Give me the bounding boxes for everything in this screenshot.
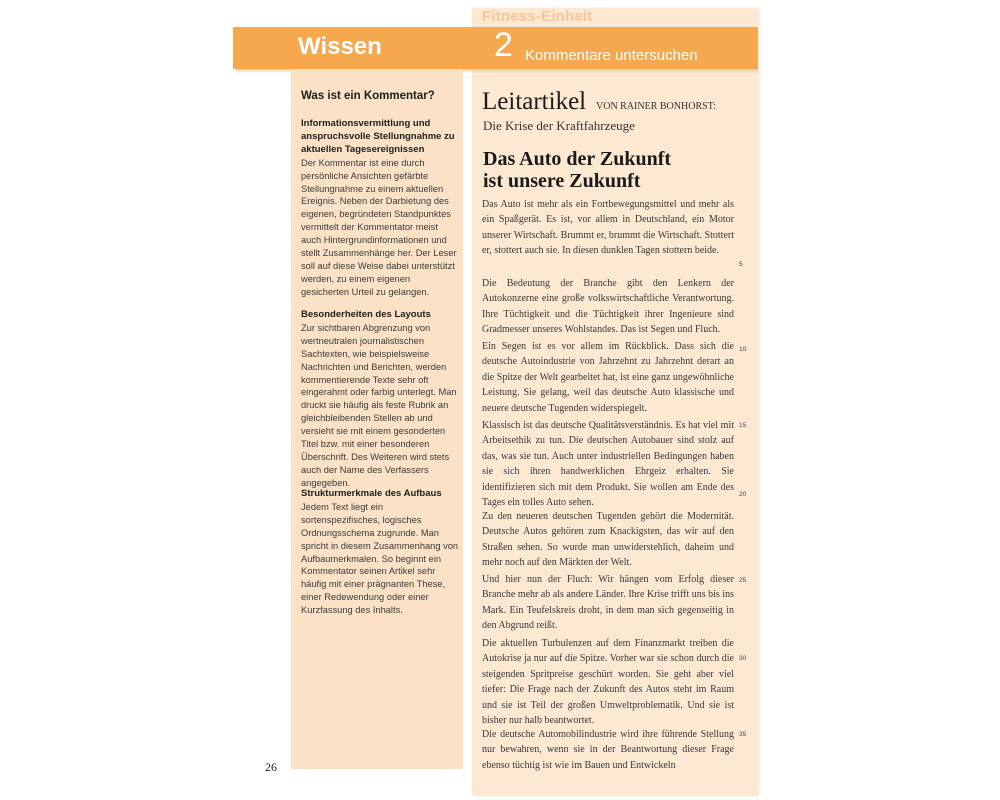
line-number: 10: [739, 346, 747, 353]
info-section-2: [301, 309, 459, 490]
article-paragraph: Zu den neueren deutschen Tugenden gehört die Modernität. Deutsche Autos gehören zum Knackigsten, das wir auf den Straßen sehen. So wurde man unwiderstehlich, daheim und mehr noch auf den Märkten der Welt.: [482, 511, 734, 569]
page-number: 26: [265, 760, 277, 774]
info-section-heading: Besonderheiten des Layouts: [301, 309, 431, 320]
line-number: 5: [739, 261, 743, 268]
article-section: Die Krise der Kraftfahrzeuge: [483, 118, 635, 133]
info-section-3: [301, 488, 459, 617]
info-section-body: Jedem Text liegt ein sortenspezifisches, logisches Ordnungsschema zugrunde. Man spricht in diesem Zusammenhang von Aufbaumerkmalen. So beginnt ein Kommentator seinen Artikel sehr häufig mit einer prägnanten These, einer Redewendung oder einer Kurzfassung des Inhalts.: [301, 501, 459, 616]
fitness-unit-label: Fitness-Einheit: [482, 8, 593, 25]
article-paragraph: Die aktuellen Turbulenzen auf dem Finanzmarkt treiben die Autokrise ja nur auf die Spitze. Vorher war sie schon durch die steigenden Spritpreise geschürt worden. Sie geht aber viel tiefer: Die Frage nach der Zukunft des Autos steht im Raum und sie ist Teil der großen Umweltproblematik. Und sie ist bisher nur halb beantwortet.: [482, 638, 734, 727]
info-section-body: Der Kommentar ist eine durch persönliche Ansichten gefärbte Stellungnahme zu einem aktuellen Ereignis. Neben der Darbietung des eigenen, begründeten Standpunktes vermittelt der Kommentator meist auch Hintergrundinformationen und stellt Zusammenhänge her. Der Leser soll auf diese Weise dabei unterstützt werden, zu einem eigenen gesicherten Urteil zu gelangen.: [301, 157, 457, 297]
article-headline: [483, 148, 743, 192]
band-title: Wissen: [298, 33, 382, 60]
unit-number: 2: [494, 26, 513, 64]
article-paragraph: Die deutsche Automobilindustrie wird ihre führende Stellung nur bewahren, wenn sie in der Beantwortung dieser Frage ebenso tüchtig ist wie im Bauen und Entwickeln: [482, 729, 734, 771]
info-section-heading: Informationsvermittlung und anspruchsvolle Stellungnahme zu aktuellen Tagesereignissen: [301, 118, 455, 155]
unit-title: Kommentare untersuchen: [525, 47, 698, 64]
article-paragraph: Ein Segen ist es vor allem im Rückblick. Dass sich die deutsche Autoindustrie von Jahrzehnt zu Jahrzehnt derart an die Spitze der Welt gearbeitet hat, ist eine ganz ungewöhnliche Leistung. Sie gelang, weil das deutsche Auto klassische und neuere deutsche Tugenden widerspiegelt.: [482, 341, 734, 414]
line-number: 15: [739, 422, 747, 429]
article-paragraph: Das Auto ist mehr als ein Fortbewegungsmittel und mehr als ein Spaßgerät. Es ist, vor allem in Deutschland, ein Motor unserer Wirtschaft. Brummt er, brummt die Wirtschaft. Stottert er, stottert auch sie. In diesen dunklen Tagen stottern beide.: [482, 199, 734, 257]
article-paragraph: Und hier nun der Fluch: Wir hängen vom Erfolg dieser Branche mehr ab als andere Länder. Ihre Krise trifft uns bis ins Mark. Ein Teufelskreis droht, in dem man sich gegenseitig in den Abgrund reißt.: [482, 574, 734, 632]
info-section-heading: Strukturmerkmale des Aufbaus: [301, 488, 442, 499]
line-number: 30: [739, 655, 747, 662]
info-section-body: Zur sichtbaren Abgrenzung von wertneutralen journalistischen Sachtexten, wie beispielsweise Nachrichten und Berichten, werden kommentierende Texte sehr oft eingerahmt oder farbig unterlegt. Man druckt sie häufig als feste Rubrik an gleichbleibenden Stellen ab und versieht sie mit einem gesonderten Titel bzw. mit einer besonderen Überschrift. Des Weiteren wird stets auch der Name des Verfassers angegeben.: [301, 322, 457, 488]
article-byline: VON RAINER BONHORST:: [596, 101, 717, 112]
headline-line-1: Das Auto der Zukunft: [483, 148, 672, 170]
line-number: 20: [739, 491, 747, 498]
article-paragraph: Klassisch ist das deutsche Qualitätsverständnis. Es hat viel mit Arbeitsethik zu tun. Die deutschen Autobauer sind stolz auf das, was sie tun. Auch unter industriellen Bedingungen haben sie sich ihren handwerklichen Ehrgeiz erhalten. Sie identifizieren sich mit dem Produkt. Sie wollen am Ende des Tages ein tolles Auto sehen.: [482, 420, 734, 509]
line-number: 25: [739, 577, 747, 584]
headline-line-2: ist unsere Zukunft: [483, 170, 641, 192]
article-label: Leitartikel: [482, 88, 587, 115]
info-section-1: [301, 118, 459, 299]
info-box-question: Was ist ein Kommentar?: [301, 90, 435, 102]
article-paragraph: Die Bedeutung der Branche gibt den Lenkern der Autokonzerne eine große volkswirtschaftliche Verantwortung. Ihre Tüchtigkeit und die Tüchtigkeit ihrer Ingenieure sind Gradmesser unseres Wohlstandes. Das ist Segen und Fluch.: [482, 278, 734, 336]
line-number: 35: [739, 731, 747, 738]
